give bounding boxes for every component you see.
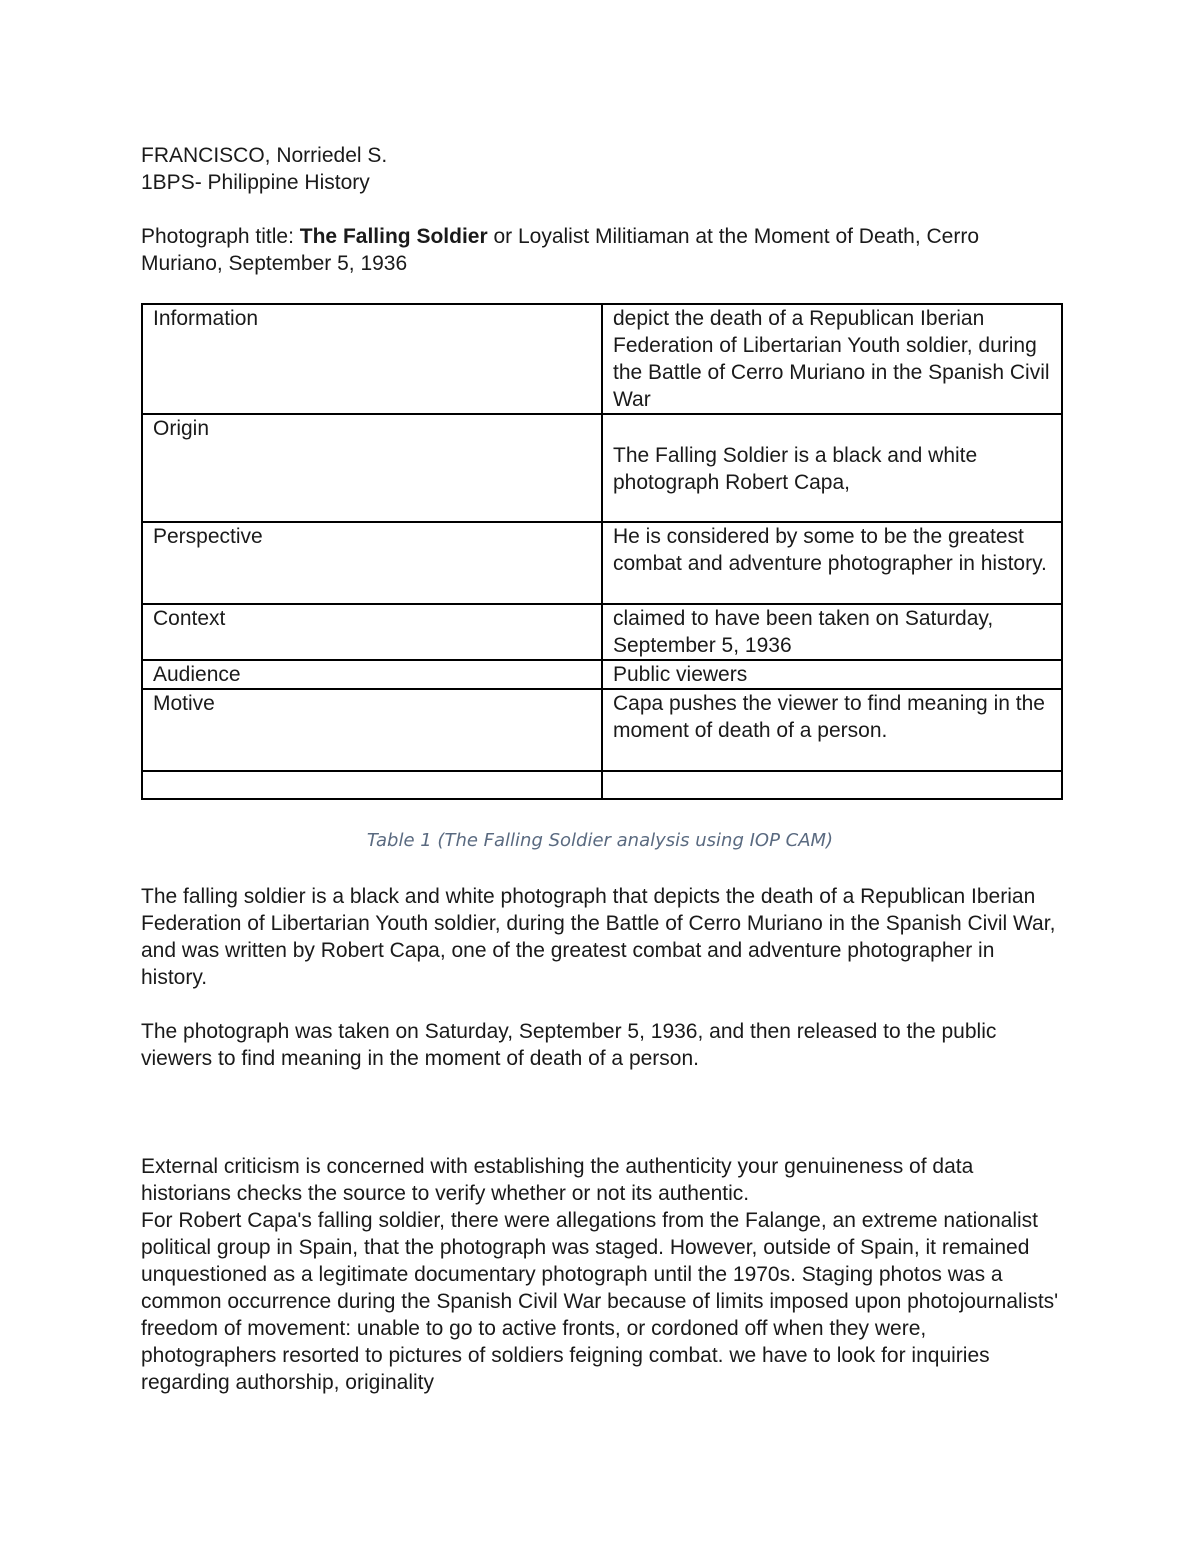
- table-cell-value: depict the death of a Republican Iberian Federation of Libertarian Youth soldier, during the Battle of Cerro Muriano in the Spanish Civil War: [602, 304, 1062, 414]
- table-cell-value: The Falling Soldier is a black and white photograph Robert Capa,: [602, 414, 1062, 522]
- photograph-title-rest: or Loyalist Militiaman at the Moment of Death, Cerro Muriano, September 5, 1936: [141, 225, 980, 275]
- table-cell-value: Public viewers: [602, 660, 1062, 689]
- table-cell-value: Capa pushes the viewer to find meaning in the moment of death of a person.: [602, 689, 1062, 771]
- iop-cam-table: [141, 303, 1063, 800]
- table-row: [142, 604, 1062, 660]
- table-cell-label: Context: [142, 604, 602, 660]
- table-cell-label: [142, 771, 602, 799]
- author-name: FRANCISCO, Norriedel S.: [141, 144, 388, 167]
- table-row: [142, 771, 1062, 799]
- table-cell-label: Audience: [142, 660, 602, 689]
- table-cell-label: Motive: [142, 689, 602, 771]
- table-row: [142, 304, 1062, 414]
- body-paragraph-2: The photograph was taken on Saturday, September 5, 1936, and then released to the public viewers to find meaning in the moment of death of a person.: [141, 1020, 997, 1070]
- table-cell-label: Perspective: [142, 522, 602, 604]
- table-row: [142, 660, 1062, 689]
- table-row: [142, 522, 1062, 604]
- photograph-title-prefix: Photograph title:: [141, 225, 300, 248]
- body-paragraph-4: For Robert Capa's falling soldier, there were allegations from the Falange, an extreme nationalist political group in Spain, that the photograph was staged. However, outside of Spain, it remained unquestioned as a legitimate documentary photograph until the 1970s. Staging photos was a common occurrence during the Spanish Civil War because of limits imposed upon photojournalists' freedom of movement: unable to go to active fronts, or cordoned off when they were, photographers resorted to pictures of soldiers feigning combat. we have to look for inquiries regarding authorship, originality: [141, 1209, 1059, 1394]
- body-paragraph-3: External criticism is concerned with establishing the authenticity your genuineness of data historians checks the source to verify whether or not its authentic.: [141, 1155, 974, 1205]
- photograph-title-bold: The Falling Soldier: [299, 225, 488, 248]
- table-cell-value: [602, 771, 1062, 799]
- table-cell-value: He is considered by some to be the greatest combat and adventure photographer in history.: [602, 522, 1062, 604]
- table-cell-label: Information: [142, 304, 602, 414]
- course-line: 1BPS- Philippine History: [141, 171, 370, 194]
- table-caption: Table 1 (The Falling Soldier analysis using IOP CAM): [366, 830, 834, 851]
- table-cell-value: claimed to have been taken on Saturday, September 5, 1936: [602, 604, 1062, 660]
- photograph-title: [141, 223, 1051, 277]
- table-row: [142, 689, 1062, 771]
- body-paragraph-1: The falling soldier is a black and white photograph that depicts the death of a Republican Iberian Federation of Libertarian Youth soldier, during the Battle of Cerro Muriano in the Spanish Civil War, and was written by Robert Capa, one of the greatest combat and adventure photographer in history.: [141, 885, 1056, 989]
- table-row: [142, 414, 1062, 522]
- table-cell-label: Origin: [142, 414, 602, 522]
